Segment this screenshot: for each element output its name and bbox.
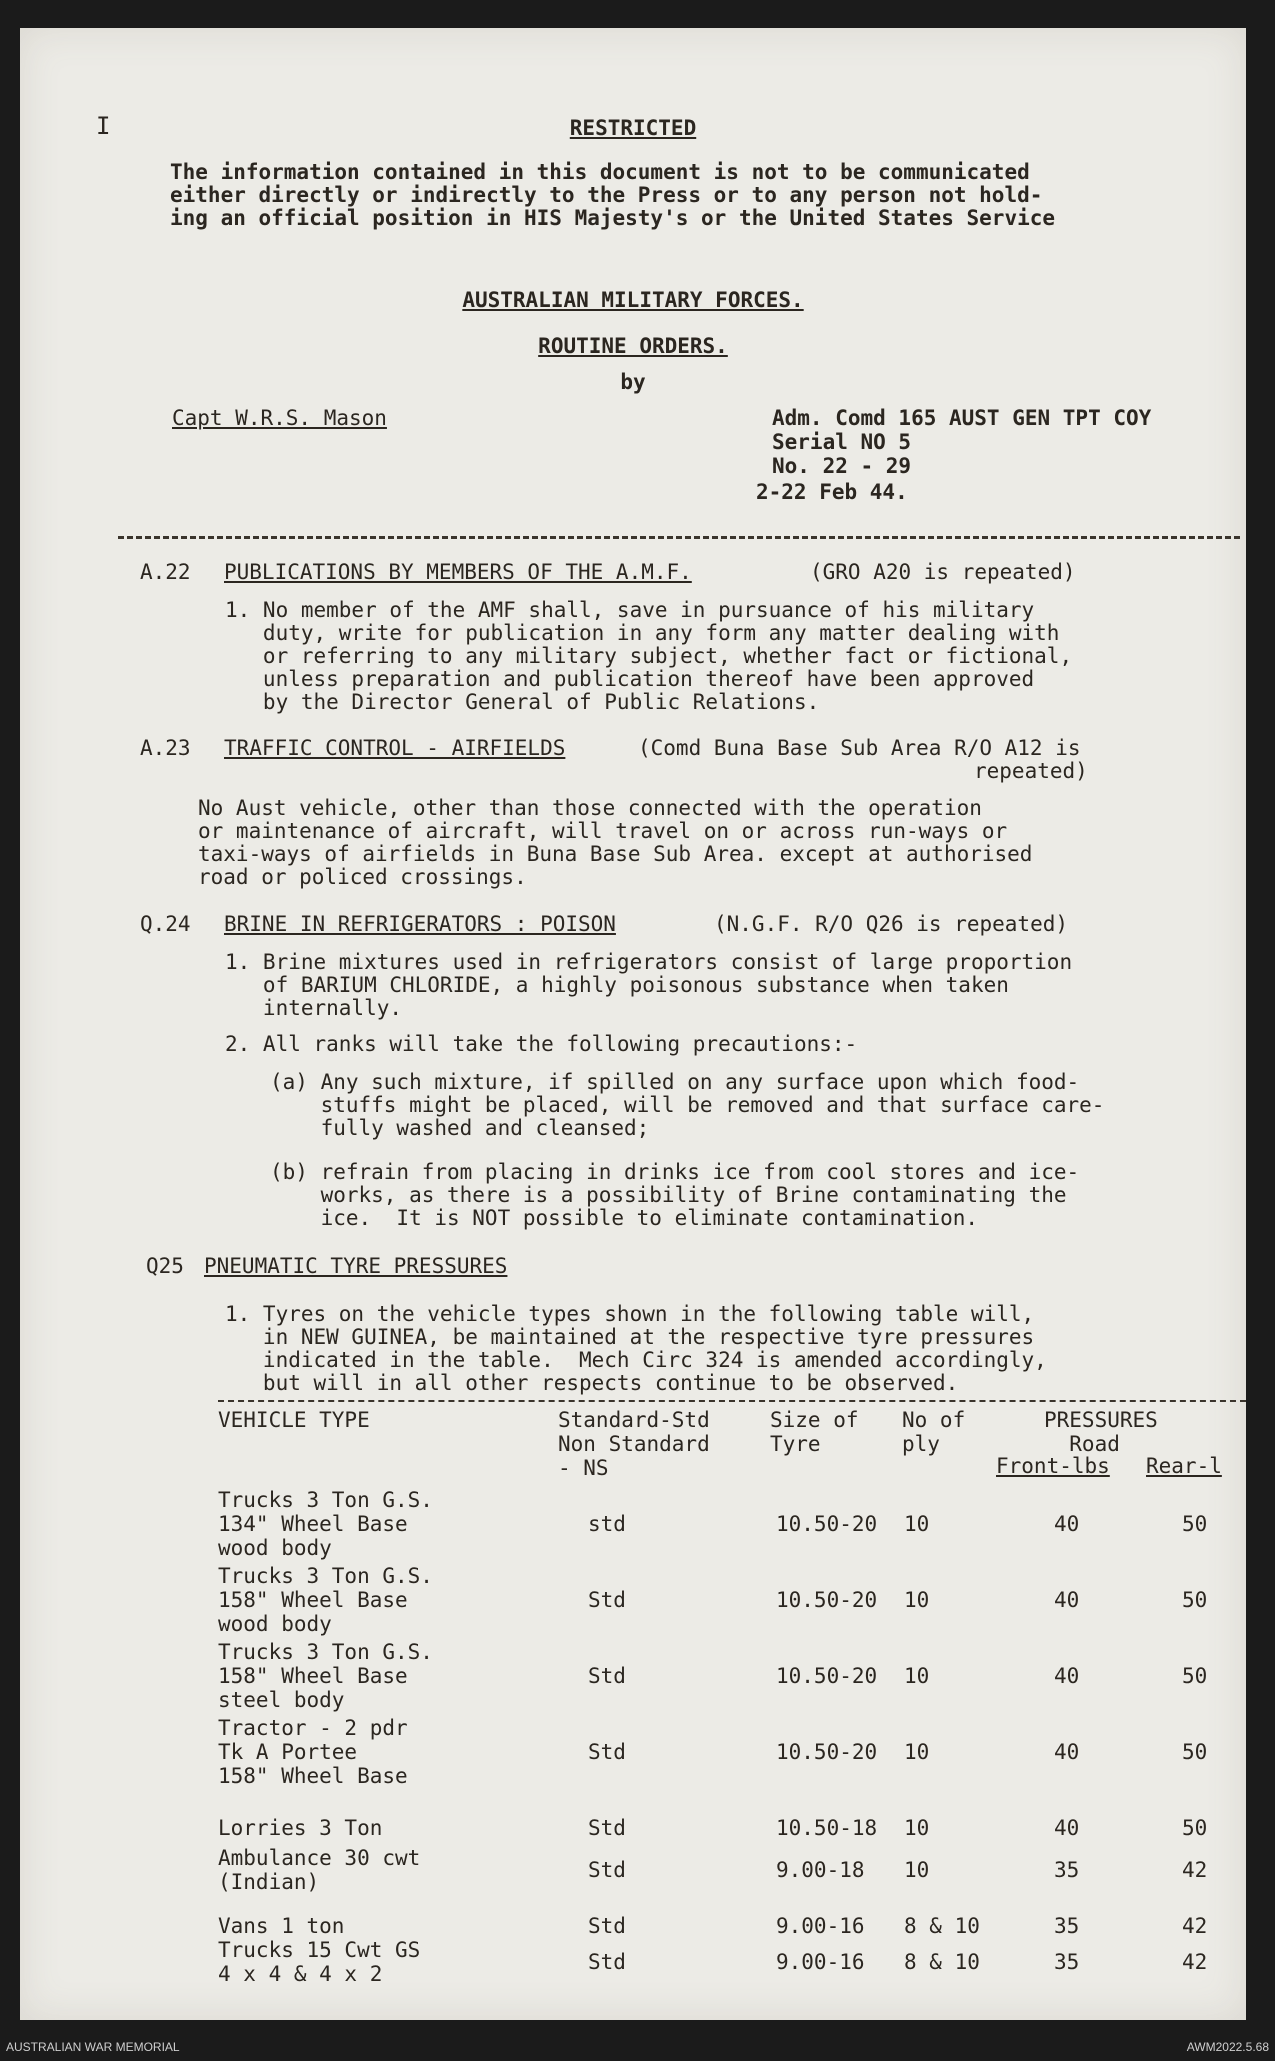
section-body-line: 2. All ranks will take the following precautions:- [225, 1032, 858, 1056]
section-body-line: by the Director General of Public Relations. [225, 690, 820, 714]
cell-front-pressure: 40 [1054, 1664, 1080, 1688]
section-body-line: taxi-ways of airfields in Buna Base Sub Area. except at authorised [198, 842, 1033, 866]
section-body-line: ice. It is NOT possible to eliminate contamination. [270, 1206, 979, 1230]
cell-ply: 8 & 10 [904, 1914, 980, 1938]
header-vehicle-type: VEHICLE TYPE [218, 1408, 370, 1432]
margin-mark: I [96, 112, 111, 140]
cell-tyre-size: 9.00-16 [776, 1950, 865, 1974]
org-heading: AUSTRALIAN MILITARY FORCES. [462, 288, 804, 312]
header-pressures: PRESSURES Road [1044, 1408, 1158, 1456]
section-body-line: internally. [225, 996, 403, 1020]
cell-vehicle-type: Trucks 15 Cwt GS 4 x 4 & 4 x 2 [218, 1938, 421, 1986]
header-rear: Rear-l [1146, 1454, 1222, 1478]
section-code: A.23 [140, 736, 191, 760]
cell-rear-pressure: 50 [1182, 1512, 1208, 1536]
section-note: (GRO A20 is repeated) [810, 560, 1076, 584]
header-tyre-size: Size of Tyre [770, 1408, 859, 1456]
table-top-rule [218, 1400, 1246, 1402]
section-body-line: or referring to any military subject, whether fact or fictional, [225, 644, 1073, 668]
section-body-line: in NEW GUINEA, be maintained at the respective tyre pressures [225, 1325, 1035, 1349]
section-body-line: or maintenance of aircraft, will travel on or across run-ways or [198, 819, 1008, 843]
divider-line [118, 536, 1240, 539]
command-line: Adm. Comd 165 AUST GEN TPT COY [772, 406, 1152, 430]
cell-ply: 8 & 10 [904, 1950, 980, 1974]
cell-rear-pressure: 50 [1182, 1740, 1208, 1764]
cell-vehicle-type: Tractor - 2 pdr Tk A Portee 158" Wheel Base [218, 1716, 408, 1788]
officer-name: Capt W.R.S. Mason [172, 406, 387, 430]
by-line: by [620, 370, 646, 394]
cell-ply: 10 [904, 1858, 930, 1882]
section-body-line: 1. Tyres on the vehicle types shown in the following table will, [225, 1302, 1035, 1326]
footer-ref: AWM2022.5.68 [1186, 2040, 1269, 2054]
cell-vehicle-type: Ambulance 30 cwt (Indian) [218, 1846, 421, 1894]
header-front: Front-lbs [996, 1454, 1110, 1478]
cell-front-pressure: 40 [1054, 1512, 1080, 1536]
cell-rear-pressure: 50 [1182, 1816, 1208, 1840]
section-body-line: of BARIUM CHLORIDE, a highly poisonous substance when taken [225, 973, 1009, 997]
section-body-line: No Aust vehicle, other than those connected with the operation [198, 796, 982, 820]
cell-standard: Std [588, 1816, 626, 1840]
section-body-line: 1. No member of the AMF shall, save in pursuance of his military [225, 598, 1035, 622]
section-body-line: (b) refrain from placing in drinks ice from cool stores and ice- [270, 1160, 1080, 1184]
cell-ply: 10 [904, 1740, 930, 1764]
section-body-line: duty, write for publication in any form any matter dealing with [225, 621, 1060, 645]
cell-front-pressure: 35 [1054, 1858, 1080, 1882]
notice-line: ing an official position in HIS Majesty's or the United States Service [170, 206, 1056, 230]
section-body-line: (a) Any such mixture, if spilled on any surface upon which food- [270, 1070, 1080, 1094]
cell-standard: Std [588, 1914, 626, 1938]
section-body-line: works, as there is a possibility of Brine contaminating the [270, 1183, 1067, 1207]
footer-credit: AUSTRALIAN WAR MEMORIAL [6, 2040, 180, 2054]
cell-standard: Std [588, 1664, 626, 1688]
cell-standard: Std [588, 1740, 626, 1764]
section-note-cont: repeated) [974, 759, 1088, 783]
section-code: A.22 [140, 560, 191, 584]
section-note: (Comd Buna Base Sub Area R/O A12 is [638, 736, 1081, 760]
cell-standard: Std [588, 1950, 626, 1974]
cell-tyre-size: 10.50-20 [776, 1664, 878, 1688]
section-body-line: stuffs might be placed, will be removed and that surface care- [270, 1093, 1105, 1117]
cell-vehicle-type: Trucks 3 Ton G.S. 158" Wheel Base steel body [218, 1640, 433, 1712]
cell-tyre-size: 10.50-18 [776, 1816, 878, 1840]
section-body-line: but will in all other respects continue to be observed. [225, 1371, 959, 1395]
cell-front-pressure: 35 [1054, 1914, 1080, 1938]
cell-ply: 10 [904, 1664, 930, 1688]
cell-rear-pressure: 50 [1182, 1664, 1208, 1688]
section-code: Q25 [146, 1254, 184, 1278]
cell-standard: Std [588, 1858, 626, 1882]
cell-front-pressure: 40 [1054, 1740, 1080, 1764]
header-ply: No of ply [902, 1408, 966, 1456]
section-body-line: unless preparation and publication thereof have been approved [225, 667, 1035, 691]
cell-standard: std [588, 1512, 626, 1536]
cell-tyre-size: 10.50-20 [776, 1512, 878, 1536]
cell-rear-pressure: 42 [1182, 1858, 1208, 1882]
section-title: TRAFFIC CONTROL - AIRFIELDS [224, 736, 566, 760]
cell-vehicle-type: Lorries 3 Ton [218, 1816, 383, 1840]
cell-front-pressure: 35 [1054, 1950, 1080, 1974]
notice-line: The information contained in this document is not to be communicated [170, 160, 1030, 184]
header-standard: Standard-Std Non Standard - NS [558, 1408, 710, 1480]
orders-heading: ROUTINE ORDERS. [538, 334, 728, 358]
section-title: BRINE IN REFRIGERATORS : POISON [224, 912, 616, 936]
cell-vehicle-type: Vans 1 ton [218, 1914, 345, 1938]
cell-rear-pressure: 42 [1182, 1950, 1208, 1974]
cell-rear-pressure: 42 [1182, 1914, 1208, 1938]
cell-tyre-size: 10.50-20 [776, 1588, 878, 1612]
section-body-line: 1. Brine mixtures used in refrigerators consist of large proportion [225, 950, 1073, 974]
cell-rear-pressure: 50 [1182, 1588, 1208, 1612]
section-note: (N.G.F. R/O Q26 is repeated) [714, 912, 1069, 936]
cell-front-pressure: 40 [1054, 1588, 1080, 1612]
section-body-line: indicated in the table. Mech Circ 324 is amended accordingly, [225, 1348, 1047, 1372]
notice-line: either directly or indirectly to the Press or to any person not hold- [170, 183, 1043, 207]
cell-front-pressure: 40 [1054, 1816, 1080, 1840]
cell-ply: 10 [904, 1512, 930, 1536]
document-page [20, 28, 1246, 2020]
cell-ply: 10 [904, 1588, 930, 1612]
command-line: Serial NO 5 [772, 430, 912, 454]
cell-vehicle-type: Trucks 3 Ton G.S. 134" Wheel Base wood body [218, 1488, 433, 1560]
cell-tyre-size: 9.00-16 [776, 1914, 865, 1938]
section-body-line: road or policed crossings. [198, 865, 527, 889]
command-line: 2-22 Feb 44. [756, 480, 908, 504]
cell-standard: Std [588, 1588, 626, 1612]
section-title: PUBLICATIONS BY MEMBERS OF THE A.M.F. [224, 560, 692, 584]
command-line: No. 22 - 29 [772, 454, 912, 478]
restricted-heading: RESTRICTED [569, 116, 697, 140]
section-code: Q.24 [140, 912, 191, 936]
section-title: PNEUMATIC TYRE PRESSURES [204, 1254, 508, 1278]
cell-ply: 10 [904, 1816, 930, 1840]
cell-tyre-size: 10.50-20 [776, 1740, 878, 1764]
cell-vehicle-type: Trucks 3 Ton G.S. 158" Wheel Base wood body [218, 1564, 433, 1636]
section-body-line: fully washed and cleansed; [270, 1116, 650, 1140]
cell-tyre-size: 9.00-18 [776, 1858, 865, 1882]
